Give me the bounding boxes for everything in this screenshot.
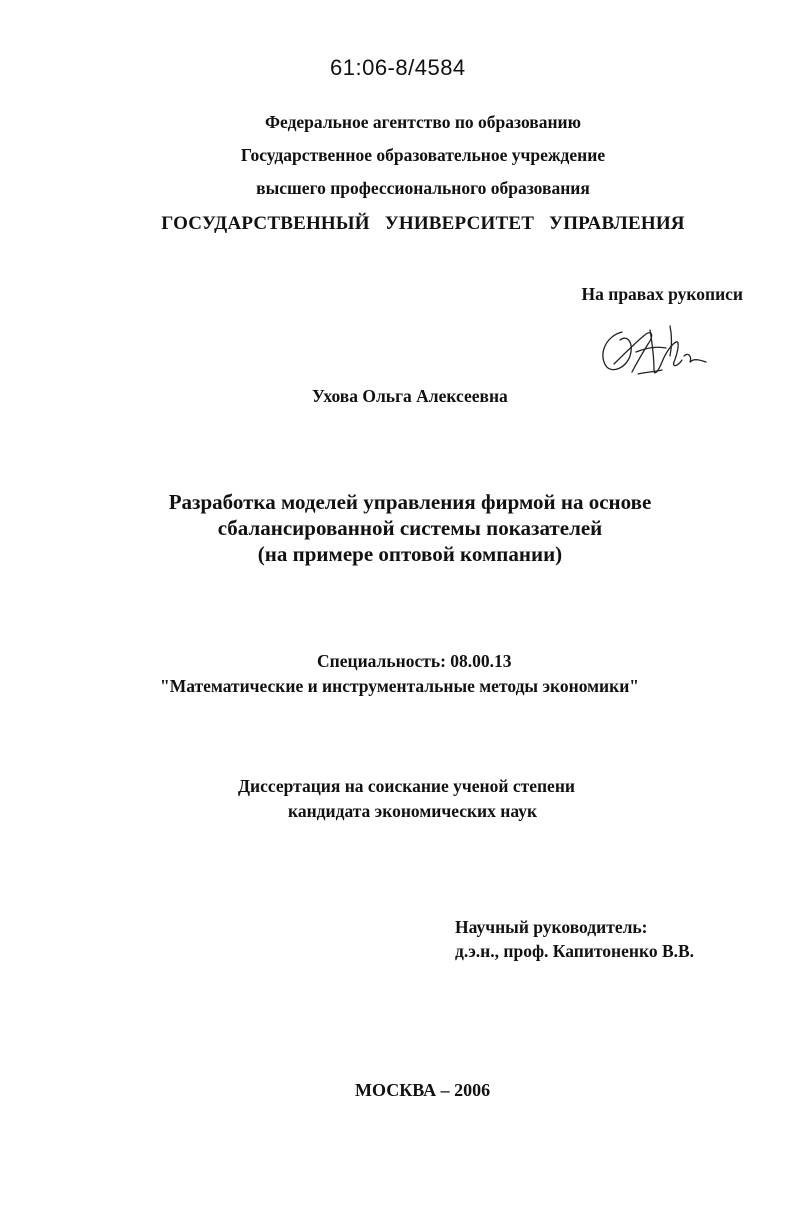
supervisor-label: Научный руководитель:: [455, 917, 648, 937]
dissertation-title-line: (на примере оптовой компании): [257, 542, 563, 566]
manuscript-rights-note: На правах рукописи: [581, 284, 743, 304]
degree-name: кандидата экономических наук: [288, 801, 538, 821]
agency-name: Федеральное агентство по образованию: [265, 112, 581, 132]
city-year: МОСКВА – 2006: [355, 1080, 491, 1100]
dissertation-title-line: Разработка моделей управления фирмой на основе: [168, 490, 652, 514]
handwritten-signature: [592, 322, 712, 382]
dissertation-title-line: сбалансированной системы показателей: [217, 516, 603, 540]
author-name: Ухова Ольга Алексеевна: [312, 386, 508, 406]
institution-type: Государственное образовательное учреждение: [240, 145, 606, 165]
institution-level: высшего профессионального образования: [256, 178, 590, 198]
specialty-code: Специальность: 08.00.13: [317, 651, 512, 671]
university-name: ГОСУДАРСТВЕННЫЙ УНИВЕРСИТЕТ УПРАВЛЕНИЯ: [161, 213, 685, 234]
specialty-name: "Математические и инструментальные методы экономики": [160, 676, 640, 696]
degree-statement: Диссертация на соискание ученой степени: [238, 776, 575, 796]
supervisor-name: д.э.н., проф. Капитоненко В.В.: [455, 941, 695, 961]
archive-number: 61:06-8/4584: [330, 55, 466, 80]
